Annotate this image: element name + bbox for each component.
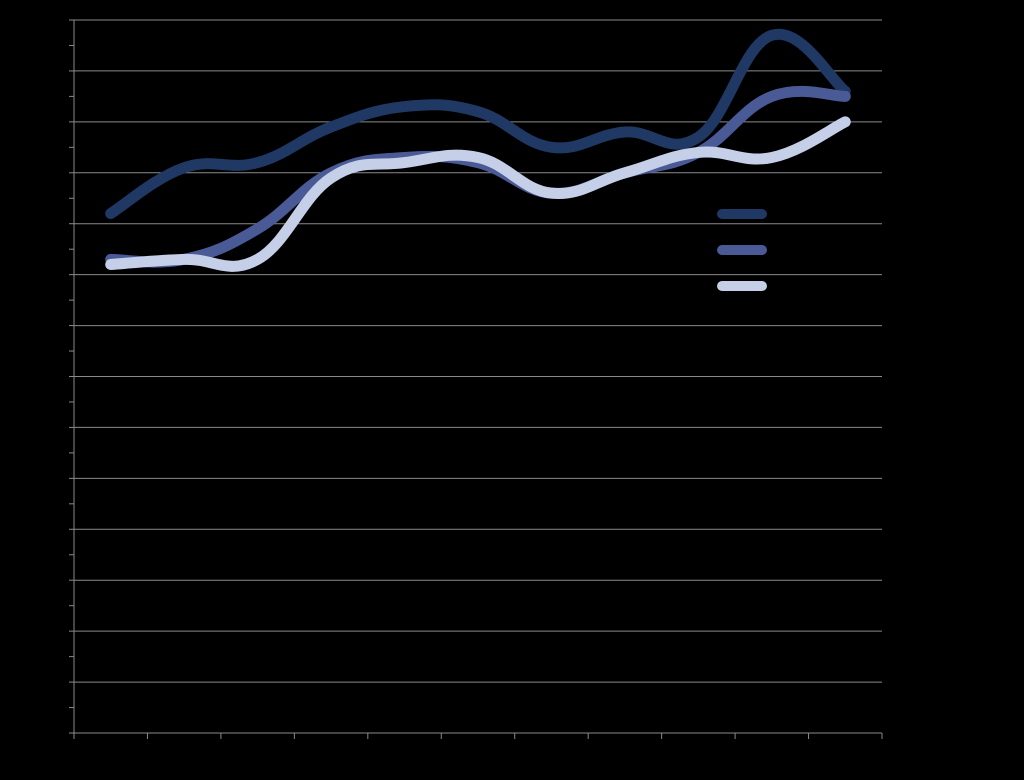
grid-lines: [74, 20, 882, 682]
series-lines: [111, 34, 846, 266]
legend: [722, 214, 762, 286]
